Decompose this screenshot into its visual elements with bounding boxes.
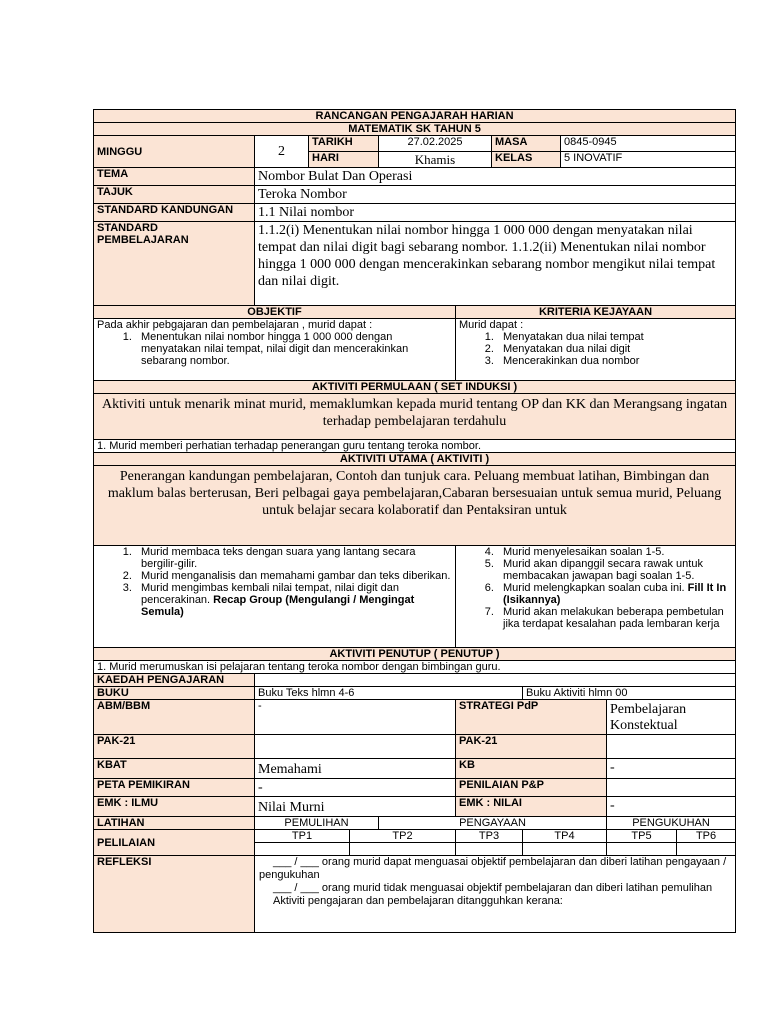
kelas-value: 5 INOVATIF xyxy=(561,152,736,168)
lesson-plan-document xyxy=(93,109,728,932)
lesson-plan-table xyxy=(93,109,736,933)
emk-ilmu-value: Nilai Murni xyxy=(255,797,456,817)
abm-label: ABM/BBM xyxy=(94,700,255,735)
permulaan-note: 1. Murid memberi perhatian terhadap penerangan guru tentang teroka nombor. xyxy=(94,440,736,453)
utama-step: 3. Murid mengimbas kembali nilai tempat, nilai digit dan pencerakinan. Recap Group (Mengulangi / Mengingat Semula) xyxy=(135,582,452,618)
minggu-value: 2 xyxy=(255,136,309,168)
latihan-pengayaan: PENGAYAAN xyxy=(379,817,607,830)
tajuk-value: Teroka Nombor xyxy=(255,186,736,204)
hari-value: Khamis xyxy=(379,152,492,168)
kriteria-item: 1. Menyatakan dua nilai tempat xyxy=(497,331,732,343)
emk-ilmu-label: EMK : ILMU xyxy=(94,797,255,817)
strategi-label: STRATEGI PdP xyxy=(456,700,607,735)
emk-nilai-value: - xyxy=(607,797,736,817)
recap-group-text: Recap Group (Mengulangi / Mengingat Semula) xyxy=(141,594,415,618)
penutup-note: 1. Murid merumuskan isi pelajaran tentang teroka nombor dengan bimbingan guru. xyxy=(94,661,736,674)
tp4-header: TP4 xyxy=(523,830,607,843)
buku-label: BUKU xyxy=(94,687,255,700)
buku-teks: Buku Teks hlmn 4-6 xyxy=(255,687,523,700)
tp4-cell xyxy=(523,843,607,856)
permulaan-text: Aktiviti untuk menarik minat murid, memaklumkan kepada murid tentang OP dan KK dan Merangsang ingatan terhadap pembelajaran terdahulu xyxy=(94,394,736,440)
kaedah-label: KAEDAH PENGAJARAN xyxy=(94,674,255,687)
pak21-label-2: PAK-21 xyxy=(456,735,607,759)
kb-label: KB xyxy=(456,759,607,779)
kriteria-intro: Murid dapat : xyxy=(459,319,524,331)
utama-right-steps xyxy=(456,546,736,648)
kelas-label: KELAS xyxy=(492,152,561,168)
penilaian-value xyxy=(607,779,736,797)
kb-value: - xyxy=(607,759,736,779)
document-title: RANCANGAN PENGAJARAH HARIAN xyxy=(94,110,736,123)
masa-value: 0845-0945 xyxy=(561,136,736,152)
refleksi-label: REFLEKSI xyxy=(94,856,255,933)
tajuk-label: TAJUK xyxy=(94,186,255,204)
tarikh-value: 27.02.2025 xyxy=(379,136,492,152)
fill-it-in-text: Fill It In (Isikannya) xyxy=(503,582,727,606)
tarikh-label: TARIKH xyxy=(309,136,379,152)
tp2-header: TP2 xyxy=(350,830,456,843)
utama-step: 1. Murid membaca teks dengan suara yang lantang secara bergilir-gilir. xyxy=(135,546,452,570)
kriteria-content xyxy=(456,319,736,381)
buku-aktiviti: Buku Aktiviti hlmn 00 xyxy=(523,687,736,700)
strategi-value: Pembelajaran Konstektual xyxy=(607,700,736,735)
penutup-header: AKTIVITI PENUTUP ( PENUTUP ) xyxy=(94,648,736,661)
utama-step: 2. Murid menganalisis dan memahami gambar dan teks diberikan. xyxy=(135,570,452,582)
tp6-cell xyxy=(677,843,736,856)
objektif-item: 1. Menentukan nilai nombor hingga 1 000 000 dengan menyatakan nilai tempat, nilai digit dan mencerakinkan sebarang nombor. xyxy=(135,331,452,367)
tema-value: Nombor Bulat Dan Operasi xyxy=(255,168,736,186)
objektif-content xyxy=(94,319,456,381)
tp5-cell xyxy=(607,843,677,856)
peta-pemikiran-value: - xyxy=(255,779,456,797)
utama-step: 6. Murid melengkapkan soalan cuba ini. Fill It In (Isikannya) xyxy=(497,582,732,606)
kriteria-header: KRITERIA KEJAYAAN xyxy=(456,306,736,319)
objektif-intro: Pada akhir pebgajaran dan pembelajaran , murid dapat : xyxy=(97,319,373,331)
standard-kandungan-label: STANDARD KANDUNGAN xyxy=(94,204,255,222)
tp1-cell xyxy=(255,843,350,856)
refleksi-content xyxy=(255,856,736,933)
kriteria-item: 2. Menyatakan dua nilai digit xyxy=(497,343,732,355)
pelilaian-label: PELILAIAN xyxy=(94,830,255,856)
utama-step: 7. Murid akan melakukan beberapa pembetulan jika terdapat kesalahan pada lembaran kerja xyxy=(497,606,732,630)
hari-label: HARI xyxy=(309,152,379,168)
utama-left-steps xyxy=(94,546,456,648)
kbat-label: KBAT xyxy=(94,759,255,779)
utama-step: 4. Murid menyelesaikan soalan 1-5. xyxy=(497,546,732,558)
masa-label: MASA xyxy=(492,136,561,152)
standard-kandungan-value: 1.1 Nilai nombor xyxy=(255,204,736,222)
kriteria-item: 3. Mencerakinkan dua nombor xyxy=(497,355,732,367)
utama-header: AKTIVITI UTAMA ( AKTIVITI ) xyxy=(94,453,736,466)
penilaian-label: PENILAIAN P&P xyxy=(456,779,607,797)
pak21-value xyxy=(255,735,456,759)
pak21-label: PAK-21 xyxy=(94,735,255,759)
pak21-value-2 xyxy=(607,735,736,759)
document-subtitle: MATEMATIK SK TAHUN 5 xyxy=(94,123,736,136)
tp2-cell xyxy=(350,843,456,856)
utama-text: Penerangan kandungan pembelajaran, Contoh dan tunjuk cara. Peluang membuat latihan, Bimbingan dan maklum balas berterusan, Beri pelbagai gaya pembelajaran,Cabaran bersesuaian untuk semua murid, Peluang untuk belajar secara kolaboratif dan Pentaksiran untuk xyxy=(94,466,736,546)
refleksi-line-3: Aktiviti pengajaran dan pembelajaran ditangguhkan kerana: xyxy=(273,895,563,907)
tp1-header: TP1 xyxy=(255,830,350,843)
standard-pembelajaran-value: 1.1.2(i) Menentukan nilai nombor hingga 1 000 000 dengan menyatakan nilai tempat dan nilai digit bagi sebarang nombor. 1.1.2(ii) Menentukan nilai nombor hingga 1 000 000 dengan mencerakinkan sebarang nombor mengikut nilai tempat dan nilai digit. xyxy=(255,222,736,306)
peta-pemikiran-label: PETA PEMIKIRAN xyxy=(94,779,255,797)
tp3-cell xyxy=(456,843,523,856)
refleksi-line-1: ___ / ___ orang murid dapat menguasai objektif pembelajaran dan diberi latihan pengayaan / pengukuhan xyxy=(259,856,727,881)
permulaan-header: AKTIVITI PERMULAAN ( SET INDUKSI ) xyxy=(94,381,736,394)
minggu-label: MINGGU xyxy=(94,136,255,168)
kbat-value: Memahami xyxy=(255,759,456,779)
latihan-pemulihan: PEMULIHAN xyxy=(255,817,379,830)
tp3-header: TP3 xyxy=(456,830,523,843)
abm-value: - xyxy=(255,700,456,735)
refleksi-line-2: ___ / ___ orang murid tidak menguasai objektif pembelajaran dan diberi latihan pemulihan xyxy=(273,882,713,894)
tema-label: TEMA xyxy=(94,168,255,186)
latihan-pengukuhan: PENGUKUHAN xyxy=(607,817,736,830)
standard-pembelajaran-label: STANDARD PEMBELAJARAN xyxy=(94,222,255,306)
kaedah-value xyxy=(255,674,736,687)
tp5-header: TP5 xyxy=(607,830,677,843)
tp6-header: TP6 xyxy=(677,830,736,843)
utama-step: 5. Murid akan dipanggil secara rawak untuk membacakan jawapan bagi soalan 1-5. xyxy=(497,558,732,582)
objektif-header: OBJEKTIF xyxy=(94,306,456,319)
emk-nilai-label: EMK : NILAI xyxy=(456,797,607,817)
latihan-label: LATIHAN xyxy=(94,817,255,830)
